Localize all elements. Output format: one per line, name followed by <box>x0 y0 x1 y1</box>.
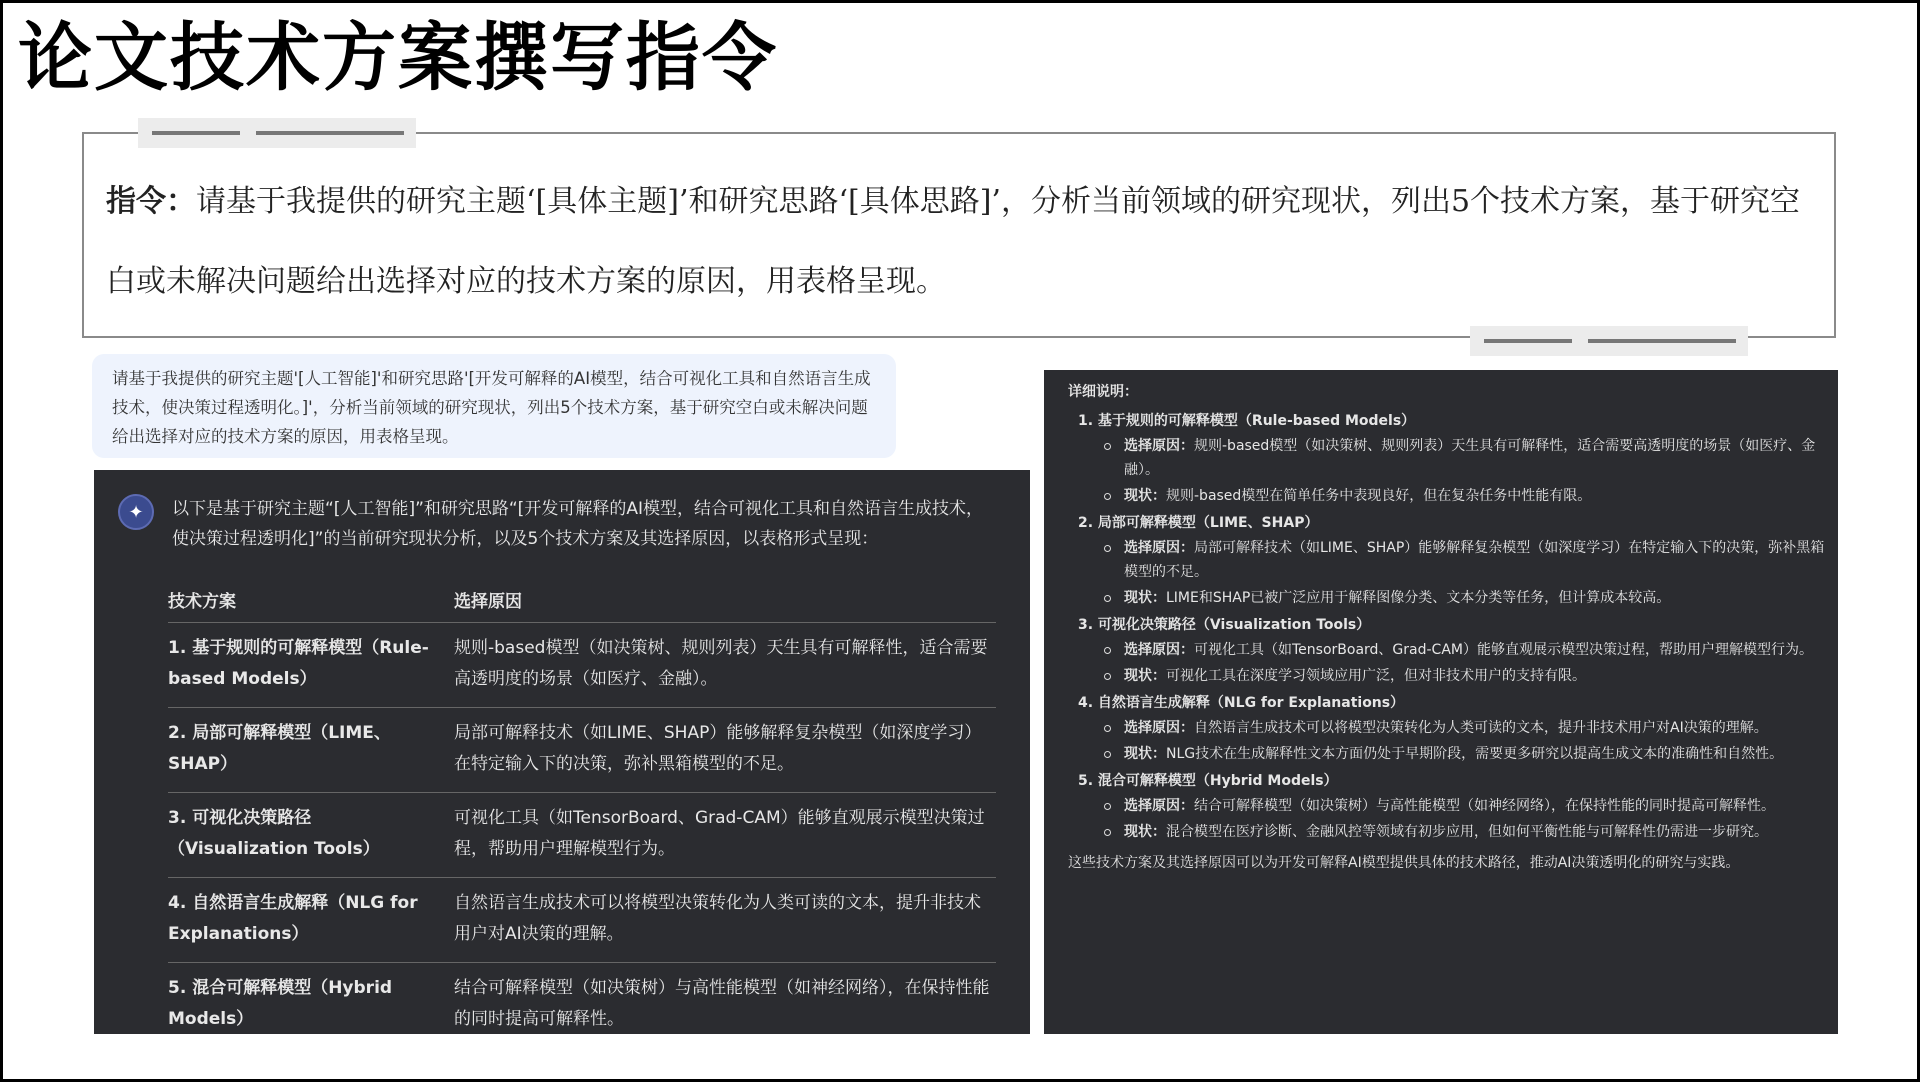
detail-status <box>1124 484 1830 508</box>
status-text: LIME和SHAP已被广泛应用于解释图像分类、文本分类等任务，但计算成本较高。 <box>1166 590 1671 606</box>
table-cell-plan: 2. 局部可解释模型（LIME、SHAP） <box>168 708 454 793</box>
table-cell-reason: 自然语言生成技术可以将模型决策转化为人类可读的文本，提升非技术用户对AI决策的理解。 <box>454 878 996 963</box>
ai-intro-text: 以下是基于研究主题“[人工智能]”和研究思路“[开发可解释的AI模型，结合可视化工具和自然语言生成技术，使决策过程透明化]”的当前研究现状分析，以及5个技术方案及其选择原因，以表格形式呈现： <box>172 499 983 549</box>
detail-reason <box>1124 536 1830 584</box>
decorative-bar-bottom <box>1470 326 1748 356</box>
status-text: 可视化工具在深度学习领域应用广泛，但对非技术用户的支持有限。 <box>1166 668 1586 684</box>
table-cell-reason: 可视化工具（如TensorBoard、Grad-CAM）能够直观展示模型决策过程，帮助用户理解模型行为。 <box>454 793 996 878</box>
table-row <box>168 708 996 793</box>
table-row <box>168 793 996 878</box>
user-prompt-bubble: 请基于我提供的研究主题'[人工智能]'和研究思路'[开发可解释的AI模型，结合可视化工具和自然语言生成技术，使决策过程透明化。]'，分析当前领域的研究现状，列出5个技术方案，基于研究空白或未解决问题给出选择对应的技术方案的原因，用表格呈现。 <box>92 354 896 458</box>
table-cell-plan: 1. 基于规则的可解释模型（Rule-based Models） <box>168 623 454 708</box>
status-text: NLG技术在生成解释性文本方面仍处于早期阶段，需要更多研究以提高生成文本的准确性和自然性。 <box>1166 746 1784 762</box>
instruction-label: 指令： <box>106 184 196 219</box>
table-cell-reason: 局部可解释技术（如LIME、SHAP）能够解释复杂模型（如深度学习）在特定输入下的决策，弥补黑箱模型的不足。 <box>454 708 996 793</box>
instruction-text <box>106 162 1816 322</box>
status-label: 现状： <box>1124 668 1166 684</box>
detail-reason <box>1124 716 1830 740</box>
detail-item-title: 2. 局部可解释模型（LIME、SHAP） <box>1078 515 1319 531</box>
detail-status <box>1124 664 1830 688</box>
ai-response-panel <box>94 470 1030 1034</box>
decorative-bar-top <box>138 118 416 148</box>
table-header-reason: 选择原因 <box>454 576 996 623</box>
instruction-body: 请基于我提供的研究主题‘[具体主题]’和研究思路‘[具体思路]’，分析当前领域的研究现状，列出5个技术方案，基于研究空白或未解决问题给出选择对应的技术方案的原因，用表格呈现。 <box>106 184 1801 299</box>
reason-label: 选择原因： <box>1124 798 1194 814</box>
reason-label: 选择原因： <box>1124 540 1194 556</box>
table-cell-plan: 4. 自然语言生成解释（NLG for Explanations） <box>168 878 454 963</box>
reason-text: 局部可解释技术（如LIME、SHAP）能够解释复杂模型（如深度学习）在特定输入下的决策，弥补黑箱模型的不足。 <box>1124 540 1825 580</box>
table-row <box>168 963 996 1048</box>
status-label: 现状： <box>1124 590 1166 606</box>
detail-item-title: 4. 自然语言生成解释（NLG for Explanations） <box>1078 695 1405 711</box>
page-title: 论文技术方案撰写指令 <box>18 15 778 101</box>
status-label: 现状： <box>1124 746 1166 762</box>
status-label: 现状： <box>1124 824 1166 840</box>
status-label: 现状： <box>1124 488 1166 504</box>
detail-heading: 详细说明： <box>1068 384 1138 400</box>
detail-panel <box>1044 370 1838 1034</box>
detail-reason <box>1124 794 1830 818</box>
assistant-logo-icon: ✦ <box>118 494 154 530</box>
reason-text: 规则-based模型（如决策树、规则列表）天生具有可解释性，适合需要高透明度的场景（如医疗、金融）。 <box>1124 438 1816 478</box>
detail-footer: 这些技术方案及其选择原因可以为开发可解释AI模型提供具体的技术路径，推动AI决策透明化的研究与实践。 <box>1068 855 1740 871</box>
table-cell-reason: 结合可解释模型（如决策树）与高性能模型（如神经网络），在保持性能的同时提高可解释性。 <box>454 978 990 1029</box>
table-cell-plan: 5. 混合可解释模型（Hybrid Models） <box>168 978 393 1029</box>
table-cell-plan: 3. 可视化决策路径（Visualization Tools） <box>168 793 454 878</box>
detail-item-title: 1. 基于规则的可解释模型（Rule-based Models） <box>1078 413 1416 429</box>
instruction-box <box>82 132 1836 338</box>
table-cell-reason: 规则-based模型（如决策树、规则列表）天生具有可解释性，适合需要高透明度的场景（如医疗、金融）。 <box>454 623 996 708</box>
reason-text: 结合可解释模型（如决策树）与高性能模型（如神经网络），在保持性能的同时提高可解释性。 <box>1194 798 1775 814</box>
detail-status <box>1124 742 1830 766</box>
detail-content <box>1068 378 1830 876</box>
reason-label: 选择原因： <box>1124 642 1194 658</box>
detail-item-title: 5. 混合可解释模型（Hybrid Models） <box>1078 773 1338 789</box>
reason-text: 可视化工具（如TensorBoard、Grad-CAM）能够直观展示模型决策过程，帮助用户理解模型行为。 <box>1194 642 1813 658</box>
detail-status <box>1124 586 1830 610</box>
detail-reason <box>1124 638 1830 662</box>
table-header-plan: 技术方案 <box>168 576 454 623</box>
status-text: 规则-based模型在简单任务中表现良好，但在复杂任务中性能有限。 <box>1166 488 1592 504</box>
reason-text: 自然语言生成技术可以将模型决策转化为人类可读的文本，提升非技术用户对AI决策的理解。 <box>1194 720 1768 736</box>
detail-reason <box>1124 434 1830 482</box>
reason-label: 选择原因： <box>1124 720 1194 736</box>
reason-label: 选择原因： <box>1124 438 1194 454</box>
tech-plan-table <box>168 576 996 1047</box>
table-header-row <box>168 576 996 623</box>
status-text: 混合模型在医疗诊断、金融风控等领域有初步应用，但如何平衡性能与可解释性仍需进一步研究。 <box>1166 824 1768 840</box>
detail-status <box>1124 820 1830 844</box>
detail-item-title: 3. 可视化决策路径（Visualization Tools） <box>1078 617 1371 633</box>
table-row <box>168 878 996 963</box>
table-row <box>168 623 996 708</box>
